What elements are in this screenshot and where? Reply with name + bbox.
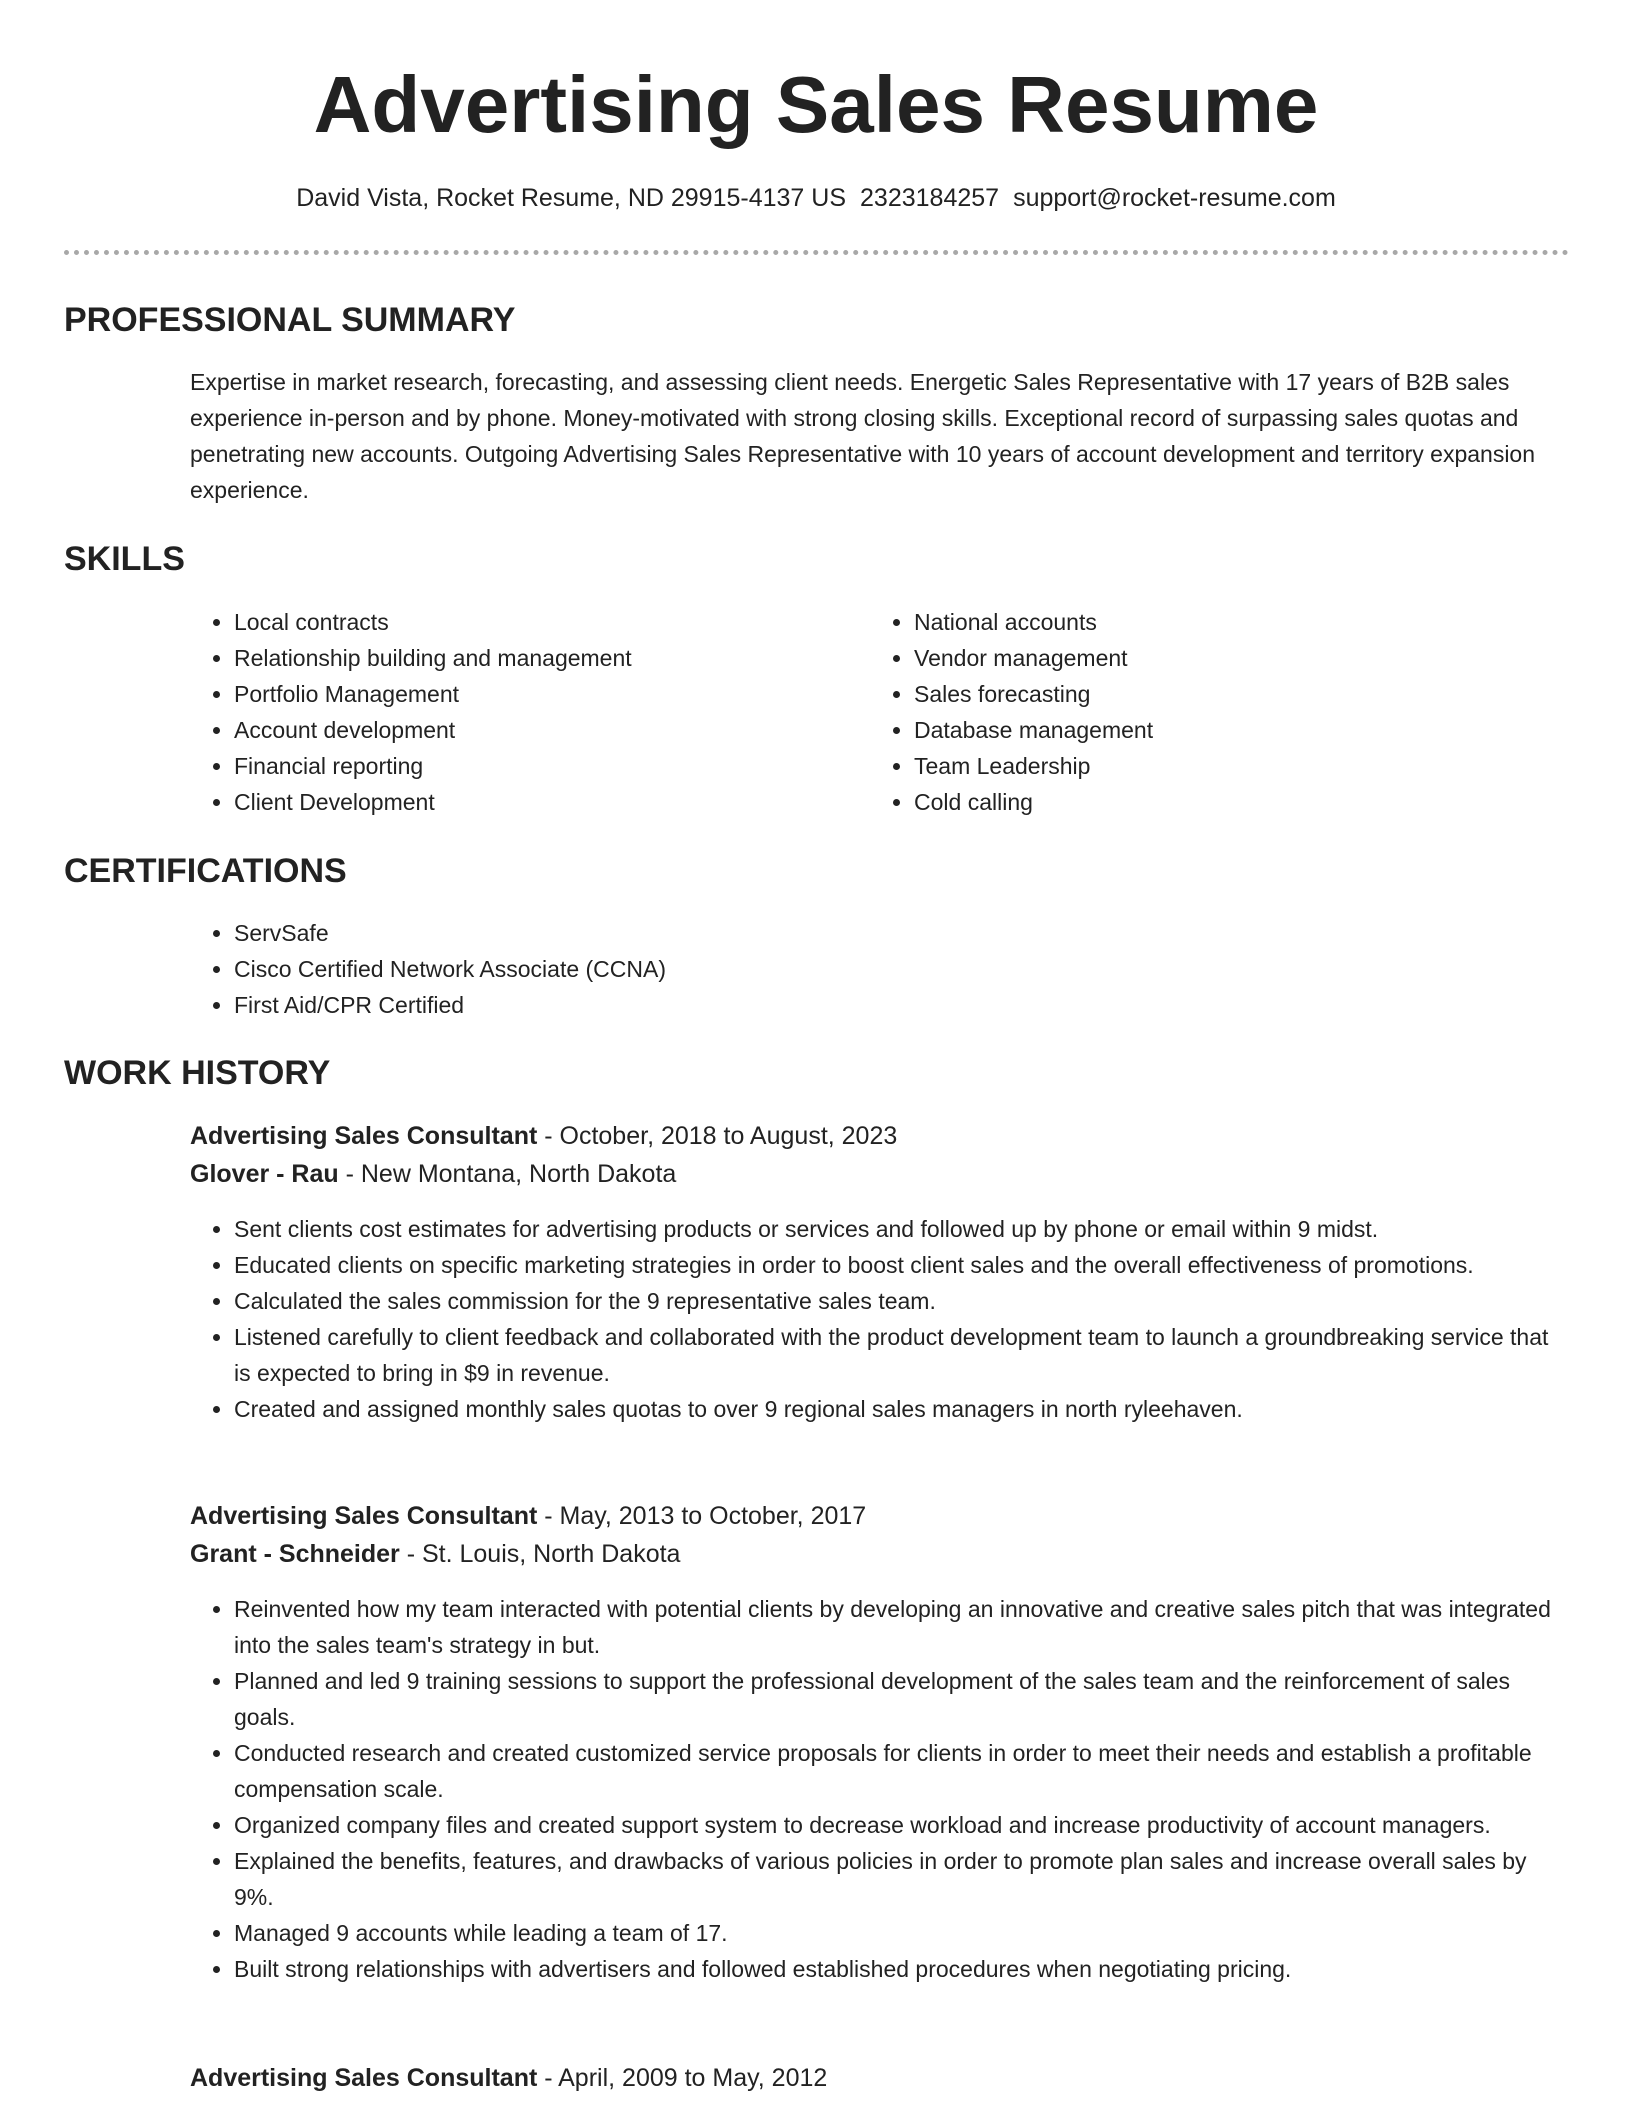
job-bullet: • Reinvented how my team interacted with potential clients by developing an innovative and creative sales pitch that was integrated into the sales team's strategy in but. — [234, 1591, 1570, 1663]
certification-item: • First Aid/CPR Certified — [234, 987, 1534, 1023]
skill-item: • Sales forecasting — [914, 676, 1534, 712]
skills-list-right — [870, 604, 1534, 820]
job-location: - St. Louis, North Dakota — [399, 1540, 681, 1568]
skill-item: • Local contracts — [234, 604, 854, 640]
job-title: Advertising Sales Consultant — [190, 1502, 538, 1530]
skill-item: • Relationship building and management — [234, 640, 854, 676]
certification-item: • Cisco Certified Network Associate (CCNA) — [234, 951, 1534, 987]
job-bullet: • Created and assigned monthly sales quotas to over 9 regional sales managers in north ryleehaven. — [234, 1391, 1570, 1427]
skill-item: • Financial reporting — [234, 748, 854, 784]
resume-title: Advertising Sales Resume — [313, 60, 1319, 149]
job-bullet: • Explained the benefits, features, and drawbacks of various policies in order to promote plan sales and increase overall sales by 9%. — [234, 1843, 1570, 1915]
job-bullet: • Organized company files and created support system to decrease workload and increase productivity of account managers. — [234, 1807, 1570, 1843]
job-dates: - May, 2013 to October, 2017 — [537, 1502, 867, 1530]
certifications-list — [190, 915, 1534, 1023]
job-bullets — [190, 1211, 1570, 1427]
skill-item: • Client Development — [234, 784, 854, 820]
header-divider — [64, 250, 1569, 255]
job-title-line — [190, 1117, 897, 1155]
job-bullet: • Sent clients cost estimates for advertising products or services and followed up by phone or email within 9 midst. — [234, 1211, 1570, 1247]
work-history-heading: WORK HISTORY — [64, 1054, 331, 1092]
job-bullet: • Calculated the sales commission for the 9 representative sales team. — [234, 1283, 1570, 1319]
skill-item: • Team Leadership — [914, 748, 1534, 784]
skill-item: • Account development — [234, 712, 854, 748]
job-bullet: • Educated clients on specific marketing strategies in order to boost client sales and the overall effectiveness of promotions. — [234, 1247, 1570, 1283]
job-bullet: • Conducted research and created customized service proposals for clients in order to meet their needs and establish a profitable compensation scale. — [234, 1735, 1570, 1807]
summary-text: Expertise in market research, forecasting, and assessing client needs. Energetic Sales Representative with 17 years of B2B sales experience in-person and by phone. Money-motivated with strong closing skills. Exceptional record of surpassing sales quotas and penetrating new accounts. Outgoing Advertising Sales Representative with 10 years of account development and territory expansion experience. — [190, 369, 1536, 503]
contact-address: David Vista, Rocket Resume, ND 29915-4137 US — [296, 184, 847, 212]
job-dates: - October, 2018 to August, 2023 — [537, 1122, 898, 1150]
job-title-line — [190, 2059, 827, 2097]
job-company-line — [190, 1155, 676, 1193]
skill-item: • Database management — [914, 712, 1534, 748]
skill-item: • Portfolio Management — [234, 676, 854, 712]
skill-item: • National accounts — [914, 604, 1534, 640]
job-company: Grant - Schneider — [190, 1540, 400, 1568]
job-dates: - April, 2009 to May, 2012 — [537, 2064, 828, 2092]
job-bullet: • Managed 9 accounts while leading a team of 17. — [234, 1915, 1570, 1951]
job-company: Glover - Rau — [190, 1160, 339, 1188]
job-title: Advertising Sales Consultant — [190, 1122, 538, 1150]
job-bullet: • Planned and led 9 training sessions to support the professional development of the sales team and the reinforcement of sales goals. — [234, 1663, 1570, 1735]
skills-heading: SKILLS — [64, 540, 185, 578]
skill-item: • Vendor management — [914, 640, 1534, 676]
contact-line — [0, 178, 1632, 218]
job-bullets — [190, 1591, 1570, 1987]
certification-item: • ServSafe — [234, 915, 1534, 951]
job-bullet: • Built strong relationships with advertisers and followed established procedures when negotiating pricing. — [234, 1951, 1570, 1987]
job-title-line — [190, 1497, 866, 1535]
certifications-heading: CERTIFICATIONS — [64, 852, 347, 890]
job-bullet: • Listened carefully to client feedback and collaborated with the product development team to launch a groundbreaking service that is expected to bring in $9 in revenue. — [234, 1319, 1570, 1391]
contact-phone: 2323184257 — [860, 184, 1000, 212]
contact-email: support@rocket-resume.com — [1013, 184, 1336, 212]
job-location: - New Montana, North Dakota — [338, 1160, 677, 1188]
job-title: Advertising Sales Consultant — [190, 2064, 538, 2092]
summary-heading: PROFESSIONAL SUMMARY — [64, 301, 516, 339]
job-company-line — [190, 1535, 680, 1573]
skills-list-left — [190, 604, 854, 820]
skill-item: • Cold calling — [914, 784, 1534, 820]
